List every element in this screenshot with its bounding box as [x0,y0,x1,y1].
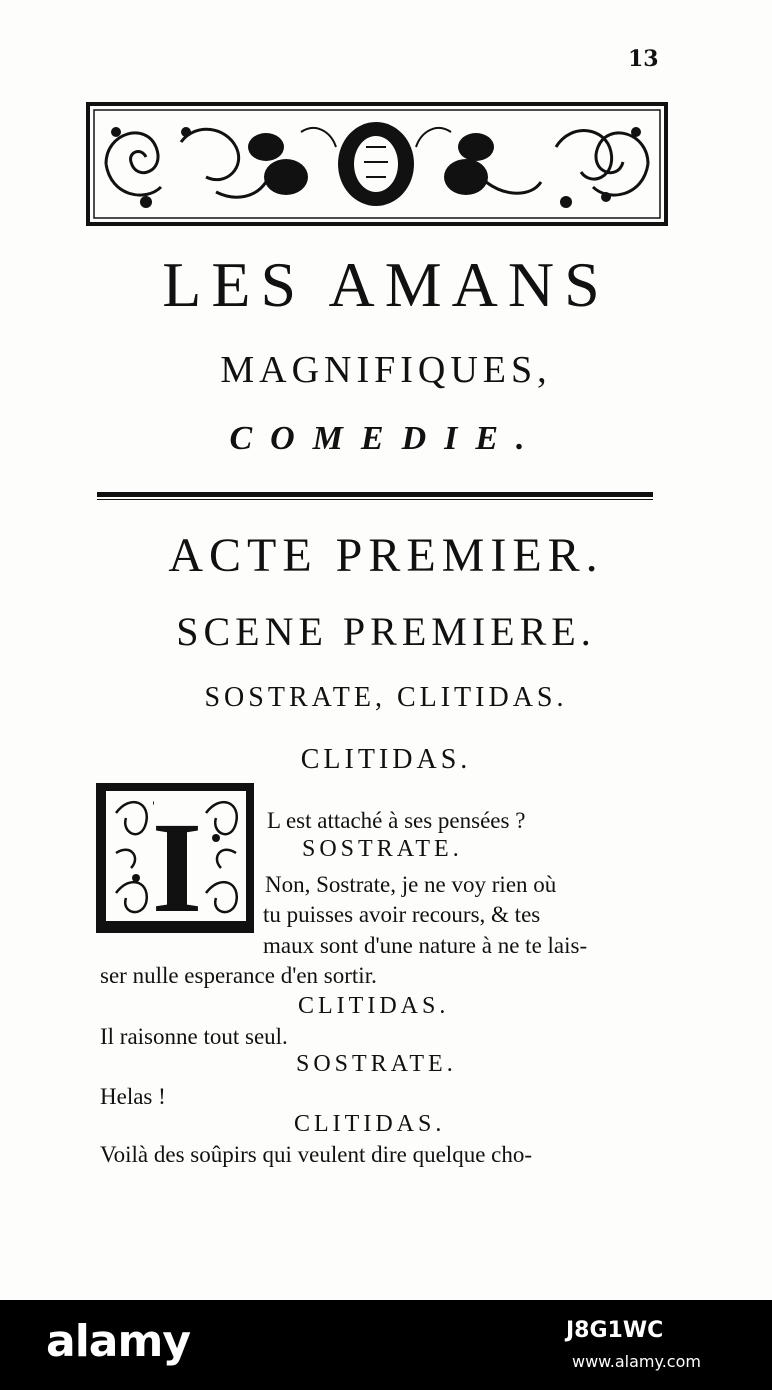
site-url: www.alamy.com [572,1352,701,1371]
text-line: ser nulle esperance d'en sortir. [100,963,377,988]
scene-heading: SCENE PREMIERE. [176,609,596,654]
divider-rule-thin [97,499,653,500]
image-id: J8G1WC [566,1318,664,1343]
play-title-second-line: MAGNIFIQUES, [220,349,552,391]
text-line: Voilà des soûpirs qui veulent dire quelque cho- [100,1142,533,1167]
speaker-name: SOSTRATE. [302,836,463,862]
play-title: LES AMANS [162,249,610,320]
speaker-name: CLITIDAS. [300,744,472,775]
speaker-name: CLITIDAS. [298,993,450,1019]
drop-cap-letter: I [151,796,203,933]
genre-label: COMEDIE. [229,420,543,457]
characters-list: SOSTRATE, CLITIDAS. [204,682,568,713]
act-heading: ACTE PREMIER. [168,529,604,582]
text-line: Helas ! [100,1084,166,1109]
text-line: maux sont d'une nature à ne te lais- [263,933,588,958]
text-line: Non, Sostrate, je ne voy rien où [265,872,557,897]
ornamental-headpiece [86,102,668,226]
text-line: tu puisses avoir recours, & tes [263,902,541,927]
text-line: Il raisonne tout seul. [100,1024,288,1049]
decorated-drop-cap [96,783,254,933]
divider-rule [97,492,653,497]
text-line: L est attaché à ses pensées ? [267,808,526,833]
brand-logo: alamy [46,1316,190,1367]
speaker-name: SOSTRATE. [296,1051,457,1077]
speaker-name: CLITIDAS. [294,1111,446,1137]
page-number: 13 [628,46,659,72]
